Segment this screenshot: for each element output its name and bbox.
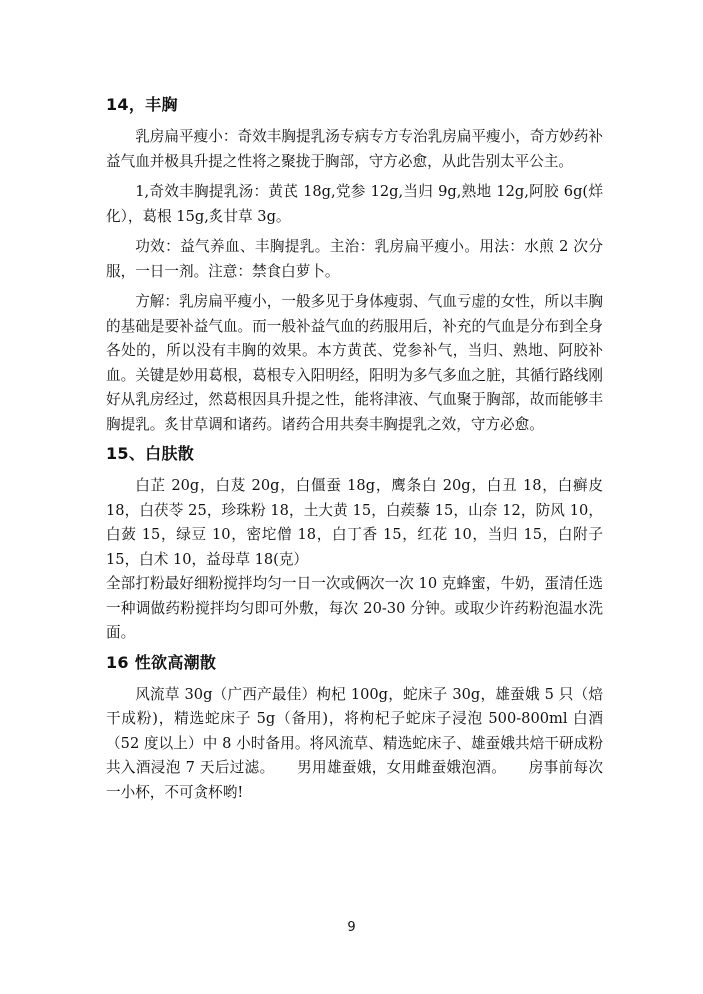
paragraph-recipe: 1,奇效丰胸提乳汤：黄芪 18g,党参 12g,当归 9g,熟地 12g,阿胶 6g(烊化），葛根 15g,炙甘草 3g。 (106, 183, 603, 225)
section-heading-14: 14，丰胸 (106, 95, 178, 114)
section-heading-16: 16 性欲高潮散 (106, 652, 217, 672)
page-number: 9 (347, 920, 356, 935)
paragraph-explanation: 方解：乳房扁平瘦小，一般多见于身体瘦弱、气血亏虚的女性，所以丰胸的基础是要补益气血。而一般补益气血的药服用后，补充的气血是分布到全身各处的，所以没有丰胸的效果。本方黄芪、党参补气，当归、熟地、阿胶补血。关键是妙用葛根，葛根专入阳明经，阳明为多气多血之脏，其循行路线刚好从乳房经过，然葛根因具升提之性，能将津液、气血聚于胸部，故而能够丰胸提乳。炙甘草调和诸药。诸药合用共奏丰胸提乳之效，守方必愈。 (106, 293, 603, 433)
paragraph-preparation: 风流草 30g（广西产最佳）枸杞 100g，蛇床子 30g，雄蚕娥 5 只（焙干成粉)，精选蛇床子 5g（备用)，将枸杞子蛇床子浸泡 500-800ml 白酒（52 度以上）中 8 小时备用。将风流草、精选蛇床子、雄蚕娥共焙干研成粉共入酒浸泡 7 天后过滤。 男用雄蚕娥，女用雌蚕娥泡酒。 房事前每次一小杯，不可贪杯哟! (106, 685, 603, 801)
section-heading-15: 15、白肤散 (106, 444, 195, 463)
paragraph-usage: 全部打粉最好细粉搅拌均匀一日一次或俩次一次 10 克蜂蜜，牛奶，蛋清任选一种调做药粉搅拌均匀即可外敷，每次 20-30 分钟。或取少许药粉泡温水洗面。 (106, 575, 603, 641)
paragraph-ingredients: 白芷 20g，白芨 20g，白僵蚕 18g，鹰条白 20g，白丑 18，白癣皮 18，白茯苓 25，珍珠粉 18，土大黄 15，白蒺藜 15，山奈 12，防风 10，白蔹 15，绿豆 10，密坨僧 18，白丁香 15，红花 10，当归 15，白附子 15，白术 10，益母草 18(克） (106, 477, 603, 568)
paragraph-intro: 乳房扁平瘦小：奇效丰胸提乳汤专病专方专治乳房扁平瘦小，奇方妙药补益气血并极具升提之性将之聚拢于胸部，守方必愈，从此告别太平公主。 (106, 128, 603, 170)
paragraph-efficacy: 功效：益气养血、丰胸提乳。主治：乳房扁平瘦小。用法：水煎 2 次分服，一日一剂。注意：禁食白萝卜。 (106, 238, 603, 280)
document-page (106, 88, 603, 805)
